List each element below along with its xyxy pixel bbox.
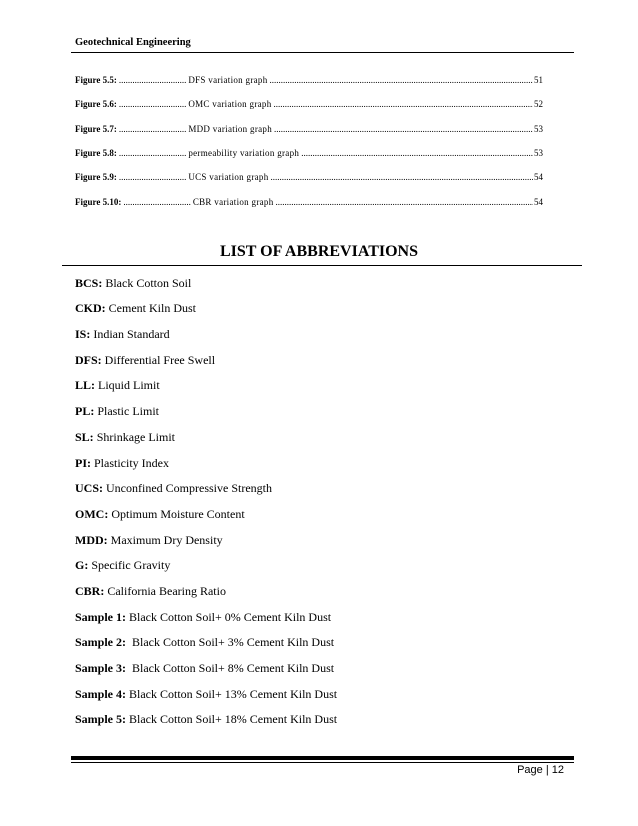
abbreviation-key: PI:	[75, 456, 91, 470]
header-rule	[71, 52, 574, 53]
figure-page: 51	[534, 75, 543, 85]
figure-entry	[75, 75, 543, 89]
figure-page: 53	[534, 148, 543, 158]
abbreviation-entry	[75, 353, 215, 368]
figure-dot-leader	[301, 148, 533, 158]
figure-page: 52	[534, 99, 543, 109]
abbreviation-key: Sample 5:	[75, 712, 126, 726]
abbreviation-entry	[75, 378, 160, 393]
abbreviation-entry	[75, 481, 272, 496]
figure-entry	[75, 124, 543, 138]
abbreviation-key: DFS:	[75, 353, 102, 367]
figure-title: OMC variation graph	[188, 99, 272, 109]
figure-dot-leader	[270, 75, 533, 85]
abbreviation-key: IS:	[75, 327, 91, 341]
abbreviation-key: BCS:	[75, 276, 103, 290]
abbreviation-value: Indian Standard	[93, 327, 170, 341]
abbreviation-entry	[75, 687, 337, 702]
abbreviation-value: Cement Kiln Dust	[108, 301, 196, 315]
abbreviation-key: OMC:	[75, 507, 109, 521]
figure-leader: ..............................	[118, 148, 187, 158]
abbreviation-value: Black Cotton Soil+ 0% Cement Kiln Dust	[129, 610, 332, 624]
figure-leader: ..............................	[123, 197, 191, 207]
section-title: LIST OF ABBREVIATIONS	[220, 243, 418, 260]
figure-leader: ..............................	[118, 99, 187, 109]
abbreviation-value: Black Cotton Soil+ 13% Cement Kiln Dust	[129, 687, 338, 701]
abbreviation-value: Shrinkage Limit	[96, 430, 176, 444]
abbreviation-entry	[75, 712, 337, 727]
abbreviation-entry	[75, 558, 170, 573]
abbreviation-entry	[75, 661, 334, 676]
figure-entry	[75, 99, 543, 113]
abbreviation-entry	[75, 533, 223, 548]
figure-title: UCS variation graph	[188, 172, 269, 182]
figure-page: 54	[534, 172, 543, 182]
figure-leader: ..............................	[118, 124, 187, 134]
figure-number: Figure 5.5:	[75, 75, 117, 85]
figure-dot-leader	[271, 172, 533, 182]
figure-entry	[75, 148, 543, 162]
abbreviation-key: CBR:	[75, 584, 105, 598]
figure-entry	[75, 172, 543, 186]
abbreviation-value: Maximum Dry Density	[110, 533, 223, 547]
figure-title: permeability variation graph	[188, 148, 300, 158]
figure-dot-leader	[274, 99, 533, 109]
figure-title: CBR variation graph	[192, 197, 274, 207]
abbreviation-key: MDD:	[75, 533, 108, 547]
figure-title: DFS variation graph	[188, 75, 268, 85]
abbreviation-value: Black Cotton Soil	[105, 276, 192, 290]
abbreviation-value: Specific Gravity	[91, 558, 171, 572]
header-title: Geotechnical Engineering	[75, 37, 191, 48]
figure-leader: ..............................	[118, 75, 187, 85]
abbreviation-value: Black Cotton Soil+ 3% Cement Kiln Dust	[129, 635, 335, 649]
abbreviation-entry	[75, 610, 331, 625]
abbreviation-key: PL:	[75, 404, 95, 418]
abbreviation-key: CKD:	[75, 301, 106, 315]
section-rule	[62, 265, 582, 266]
figure-leader: ..............................	[118, 172, 187, 182]
abbreviation-value: Unconfined Compressive Strength	[106, 481, 272, 495]
abbreviation-value: California Bearing Ratio	[107, 584, 226, 598]
figure-number: Figure 5.6:	[75, 99, 117, 109]
abbreviation-value: Black Cotton Soil+ 18% Cement Kiln Dust	[129, 712, 338, 726]
abbreviation-value: Liquid Limit	[98, 378, 160, 392]
abbreviation-key: Sample 4:	[75, 687, 126, 701]
figure-number: Figure 5.7:	[75, 124, 117, 134]
abbreviation-key: UCS:	[75, 481, 104, 495]
abbreviation-entry	[75, 430, 175, 445]
figure-page: 53	[534, 124, 543, 134]
abbreviation-entry	[75, 456, 169, 471]
footer-rule-thin	[71, 762, 574, 763]
abbreviation-entry	[75, 584, 226, 599]
abbreviation-key: Sample 2:	[75, 635, 126, 649]
figure-entry	[75, 197, 543, 211]
abbreviation-entry	[75, 404, 159, 419]
abbreviation-entry	[75, 276, 191, 291]
abbreviation-value: Plasticity Index	[94, 456, 169, 470]
figure-title: MDD variation graph	[188, 124, 273, 134]
figure-dot-leader	[276, 197, 533, 207]
abbreviation-entry	[75, 301, 196, 316]
figure-number: Figure 5.10:	[75, 197, 122, 207]
figure-number: Figure 5.9:	[75, 172, 117, 182]
abbreviation-key: Sample 3:	[75, 661, 126, 675]
abbreviation-value: Optimum Moisture Content	[111, 507, 245, 521]
abbreviation-key: Sample 1:	[75, 610, 126, 624]
figure-page: 54	[534, 197, 543, 207]
abbreviation-entry	[75, 327, 170, 342]
page-number: Page | 12	[517, 764, 564, 776]
footer-rule-thick	[71, 756, 574, 760]
abbreviation-key: SL:	[75, 430, 94, 444]
abbreviation-value: Black Cotton Soil+ 8% Cement Kiln Dust	[129, 661, 335, 675]
abbreviation-key: G:	[75, 558, 89, 572]
figure-dot-leader	[274, 124, 533, 134]
abbreviation-key: LL:	[75, 378, 96, 392]
abbreviation-value: Differential Free Swell	[104, 353, 216, 367]
abbreviation-entry	[75, 507, 245, 522]
abbreviation-entry	[75, 635, 334, 650]
figure-number: Figure 5.8:	[75, 148, 117, 158]
abbreviation-value: Plastic Limit	[97, 404, 160, 418]
